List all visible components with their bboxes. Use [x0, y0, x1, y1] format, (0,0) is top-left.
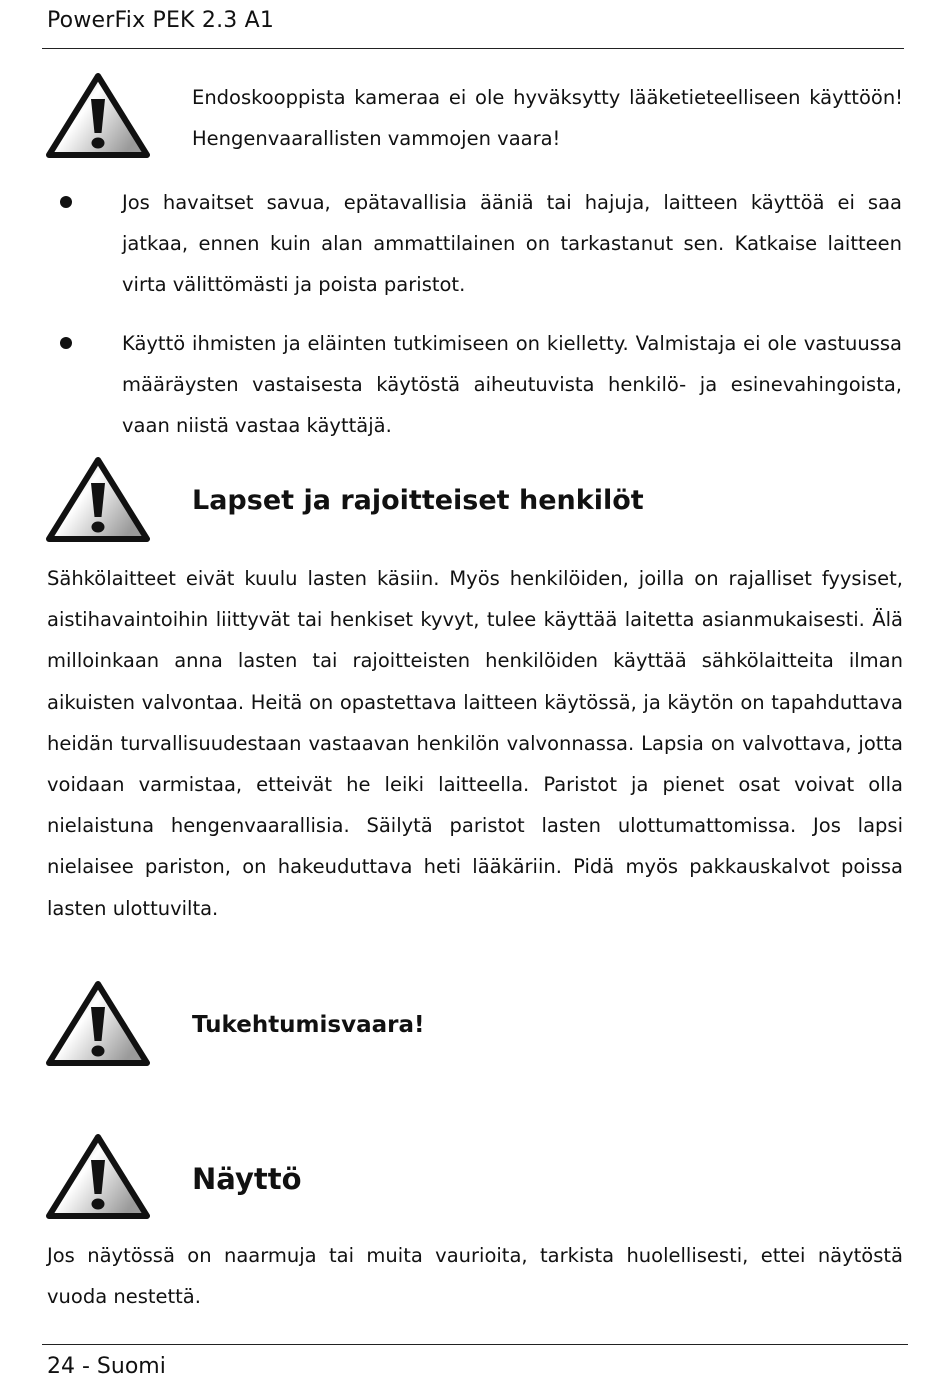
section-heading: Näyttö — [192, 1162, 302, 1196]
header-rule — [42, 48, 904, 49]
section-body-text: Sähkölaitteet eivät kuulu lasten käsiin. Myös henkilöiden, joilla on rajalliset fyysiset, aistihavaintoihin liittyvät tai henkiset kyvyt, tulee käyttää laitetta asianmukaisesti. Älä milloinkaan anna lasten tai rajoitteisten henkilöiden käyttää sähkölaitteita ilman aikuisten valvontaa. Heitä on opastettava laitteen käytössä, ja käytön on tapahduttava heidän turvallisuudestaan vastaavan henkilön valvonnassa. Lapsia on valvottava, jotta voidaan varmistaa, etteivät he leiki laitteella. Paristot ja pienet osat voivat olla nielaistuna hengenvaarallisia. Säilytä paristot lasten ulottumattomissa. Jos lapsi nielaisee pariston, on hakeuduttava heti lääkäriin. Pidä myös pakkauskalvot poissa lasten ulottuvilta. — [47, 567, 903, 920]
section-body-text: Jos näytössä on naarmuja tai muita vaurioita, tarkista huolellisesti, ettei näytöstä vuoda nestettä. — [47, 1244, 903, 1309]
warning-icon — [46, 981, 150, 1067]
warning-icon — [46, 457, 150, 543]
section-heading: Tukehtumisvaara! — [192, 1012, 425, 1038]
document-header-title: PowerFix PEK 2.3 A1 — [47, 8, 275, 33]
section-heading: Lapset ja rajoitteiset henkilöt — [192, 485, 644, 516]
warning-icon — [46, 1134, 150, 1220]
footer-rule — [42, 1344, 908, 1345]
bullet-dot — [60, 337, 72, 349]
page-number: 24 - Suomi — [47, 1354, 166, 1379]
bullet-dot — [60, 196, 72, 208]
warning-text: Endoskooppista kameraa ei ole hyväksytty lääketieteelliseen käyttöön! Hengenvaarallisten vammojen vaara! — [192, 86, 903, 151]
bullet-text: Jos havaitset savua, epätavallisia ääniä tai hajuja, laitteen käyttöä ei saa jatkaa, ennen kuin alan ammattilainen on tarkastanut sen. Katkaise laitteen virta välittömästi ja poista paristot. — [122, 191, 902, 297]
warning-icon — [46, 73, 150, 159]
bullet-text: Käyttö ihmisten ja eläinten tutkimiseen on kielletty. Valmistaja ei ole vastuussa määräysten vastaisesta käytöstä aiheutuvista henkilö- ja esinevahingoista, vaan niistä vastaa käyttäjä. — [122, 332, 902, 438]
